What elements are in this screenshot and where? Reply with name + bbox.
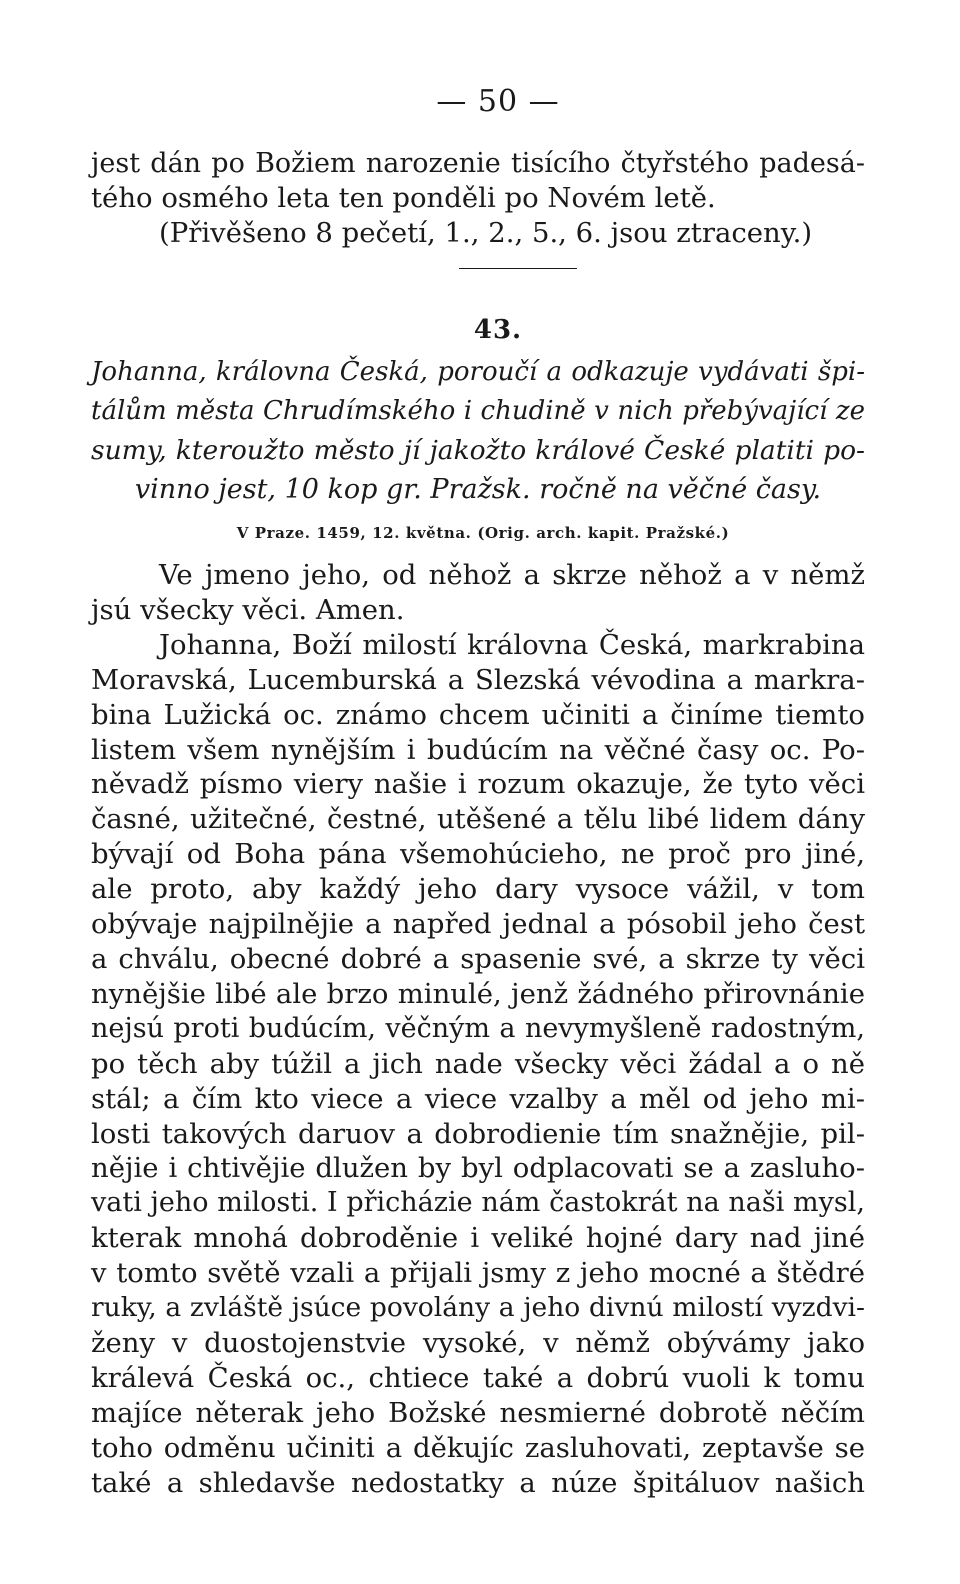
body-line: bina Lužická oc. známo chcem učiniti a činíme tiemto [91, 698, 865, 731]
document-body [91, 558, 865, 1500]
body-line: ale proto, aby každý jeho dary vysoce vážil, v tom [91, 873, 865, 906]
body-line: ruky, a zvláště jsúce povolány a jeho divnú milostí vyzdvi- [91, 1292, 865, 1324]
body-line: nejsú proti budúcím, věčným a nevymyšleně radostným, [91, 1012, 865, 1044]
body-line: jsú všecky věci. Amen. [91, 593, 405, 626]
body-line: stál; a čím kto viece a viece vzalby a měl od jeho mi- [91, 1082, 865, 1115]
body-line: ženy v duostojenstvie vysoké, v němž obývámy jako [91, 1326, 865, 1359]
document-regest [91, 353, 865, 509]
page-number: — 50 — [436, 84, 560, 119]
body-line: vati jeho milosti. I přicházie nám častokrát na naši mysl, [91, 1187, 865, 1219]
body-line: také a shledavše nedostatky a núze špitáluov našich [91, 1466, 865, 1499]
body-line: králevá Česká oc., chtiece také a dobrú vuoli k tomu [91, 1361, 865, 1394]
body-line: a chválu, obecné dobré a spasenie své, a skrze ty věci [91, 942, 865, 975]
body-line: časné, užitečné, čestné, utěšené a tělu libé lidem dány [91, 803, 865, 836]
body-line: obývaje najpilnějie a napřed jednal a pósobil jeho čest [91, 908, 865, 941]
body-line: v tomto světě vzali a přijali jsmy z jeho mocné a štědré [91, 1257, 865, 1290]
body-line: po těch aby túžil a jich nade všecky věci žádal a o ně [91, 1047, 865, 1080]
body-line: kterak mnohá dobroděnie i veliké hojné dary nad jiné [91, 1222, 865, 1255]
regest-line: sumy, kteroužto město jí jakožto králové České platiti po- [91, 435, 865, 466]
body-line: Moravská, Lucemburská a Slezská vévodina a markra- [91, 663, 865, 696]
body-line: listem všem nynějším i budúcím na věčné časy oc. Po- [91, 733, 865, 766]
body-line: Ve jmeno jeho, od něhož a skrze něhož a v němž [159, 559, 865, 591]
section-divider [459, 268, 577, 269]
body-line: majíce něterak jeho Božské nesmierné dobrotě něčím [91, 1396, 865, 1429]
text-line: (Přivěšeno 8 pečetí, 1., 2., 5., 6. jsou ztraceny.) [159, 217, 813, 249]
text-line: tého osmého leta ten ponděli po Novém letě. [91, 182, 716, 214]
body-line: toho odměnu učiniti a děkujíc zasluhovati, zeptavše se [91, 1431, 865, 1464]
regest-line: tálům města Chrudímského i chudině v nich přebývající ze [91, 396, 865, 426]
previous-document-ending [91, 146, 865, 251]
body-line: nynějšie libé ale brzo minulé, jenž žádného přirovnánie [91, 977, 865, 1010]
body-line: něvadž písmo viery našie i rozum okazuje, že tyto věci [91, 768, 865, 801]
body-line: bývají od Boha pána všemohúcieho, ne proč pro jiné, [91, 838, 865, 871]
body-line: Johanna, Boží milostí královna Česká, markrabina [159, 628, 865, 661]
body-line: losti takových daruov a dobrodienie tím snažnějie, pil- [91, 1117, 865, 1150]
document-number: 43. [473, 315, 523, 345]
body-line: nějie i chtivějie dlužen by byl odplacovati se a zasluho- [91, 1152, 865, 1185]
document-source: V Praze. 1459, 12. května. (Orig. arch. kapit. Pražské.) [236, 524, 730, 542]
text-line: jest dán po Božiem narozenie tisícího čtyřstého padesá- [91, 148, 865, 179]
regest-line: Johanna, královna Česká, poroučí a odkazuje vydávati špi- [91, 357, 865, 387]
document-page [91, 84, 865, 1500]
regest-line: vinno jest, 10 kop gr. Pražsk. ročně na věčné časy. [134, 474, 822, 505]
